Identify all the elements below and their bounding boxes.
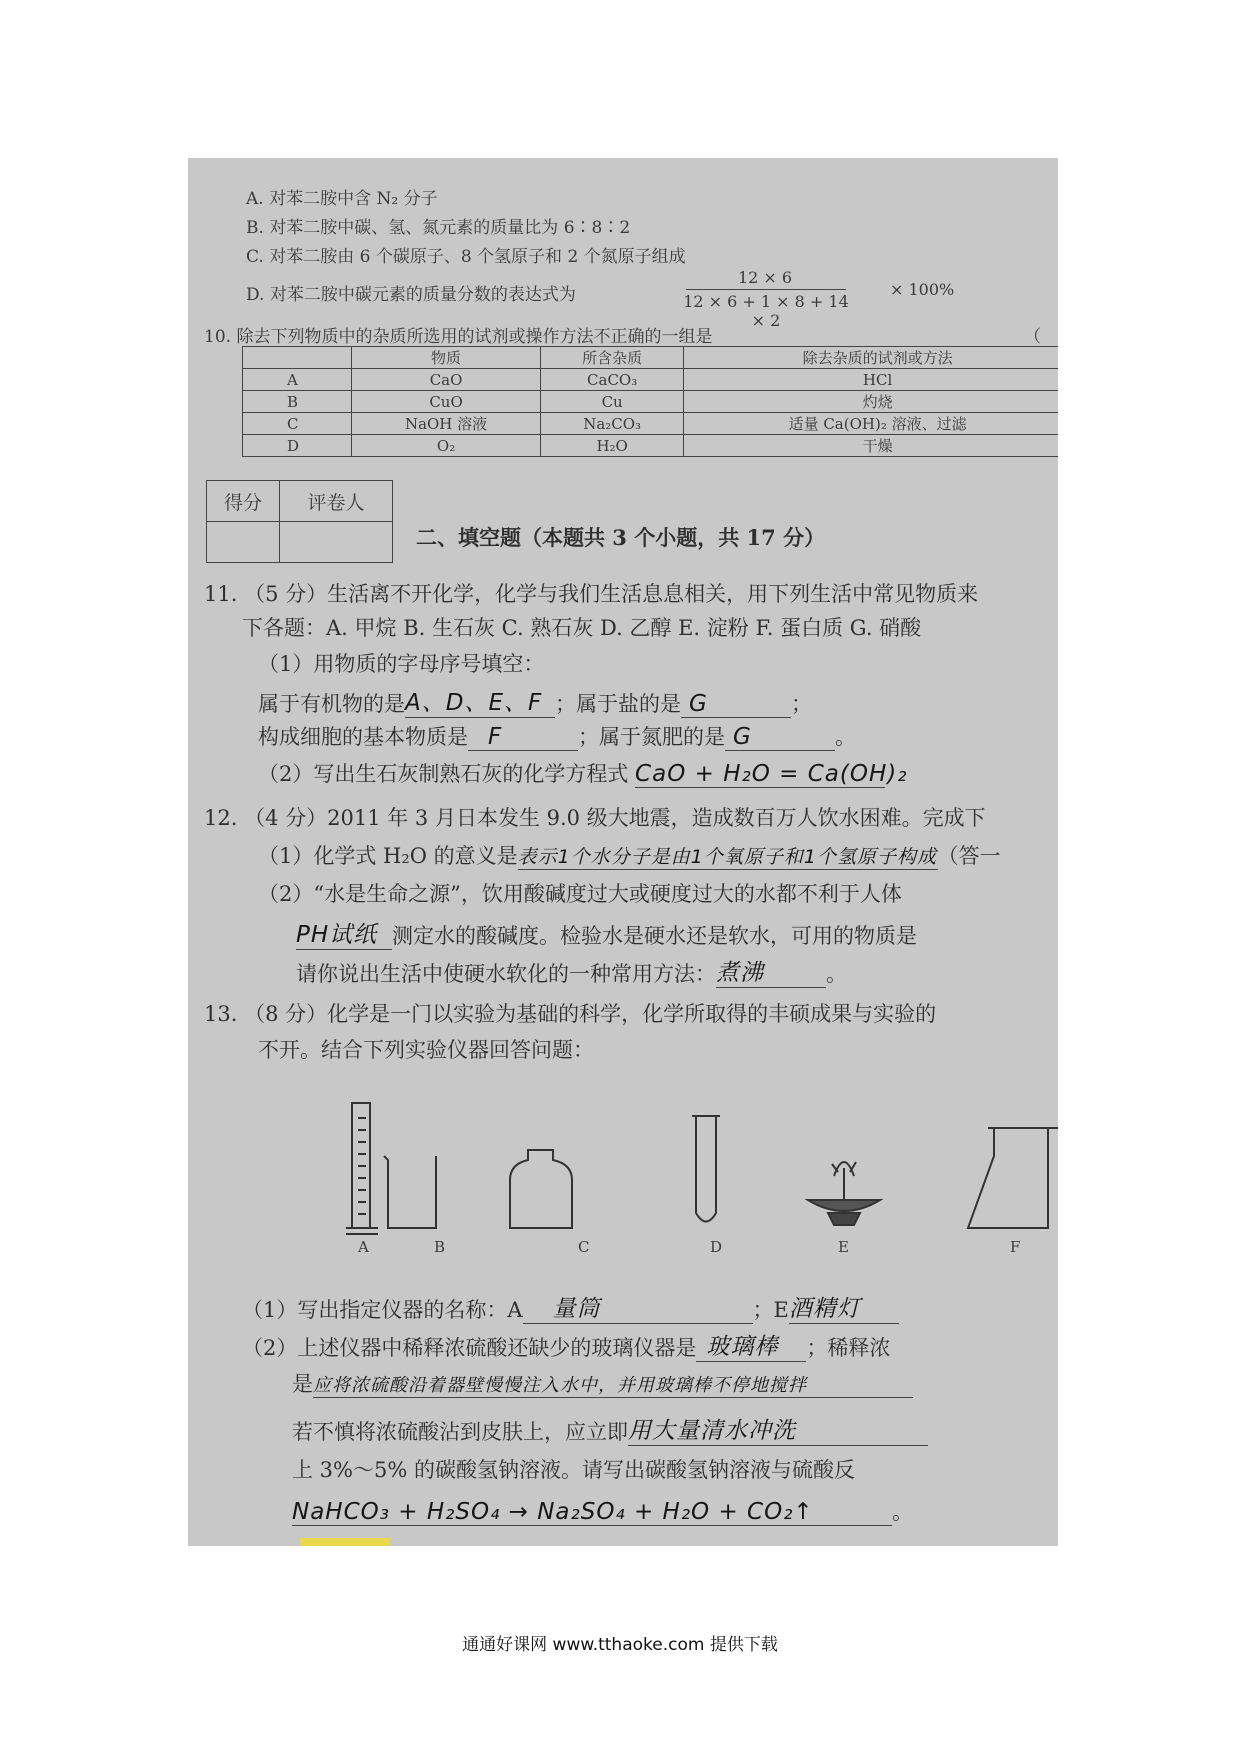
soften-label: 请你说出生活中使硬水软化的一种常用方法： (296, 962, 716, 986)
test-tube-icon (696, 1116, 716, 1222)
table-header: 物质 (352, 347, 541, 369)
h2o-meaning-answer: 表示1个水分子是由1个氧原子和1个氢原子构成 (518, 842, 938, 870)
q10-table (242, 346, 1058, 457)
table-cell: NaOH 溶液 (352, 413, 541, 435)
q9-option-a: A. 对苯二胺中含 N₂ 分子 (246, 189, 438, 209)
equation-label: （2）写出生石灰制熟石灰的化学方程式 (258, 762, 629, 786)
q11-row-cell (258, 721, 856, 751)
apparatus-label: A (358, 1238, 369, 1256)
q12-sub2: （2）“水是生命之源”，饮用酸碱度过大或硬度过大的水都不利于人体 (258, 882, 902, 906)
glass-answer: 玻璃棒 (696, 1328, 806, 1362)
table-cell: B (243, 391, 352, 413)
q12-ph-row (296, 916, 917, 950)
organic-answer: A、D、E、F (405, 684, 555, 718)
apparatus-name-label: （1）写出指定仪器的名称：A (242, 1298, 523, 1322)
cell-answer: F (468, 724, 578, 751)
method-prefix: 是 (292, 1372, 313, 1396)
nfert-answer: G (725, 724, 835, 751)
table-cell: CuO (352, 391, 541, 413)
cell-label: 构成细胞的基本物质是 (258, 725, 468, 749)
table-row (243, 391, 1059, 413)
table-cell: 适量 Ca(OH)₂ 溶液、过滤 (684, 413, 1058, 435)
q12-line1: 12. （4 分）2011 年 3 月日本发生 9.0 级大地震，造成数百万人饮水困难。完成下 (204, 806, 986, 830)
apparatus-label: E (838, 1238, 849, 1256)
nfert-end: 。 (835, 725, 856, 749)
table-header: 除去杂质的试剂或方法 (684, 347, 1058, 369)
q9-option-b: B. 对苯二胺中碳、氢、氮元素的质量比为 6∶8∶2 (246, 218, 631, 238)
salt-answer: G (681, 691, 791, 718)
footer-credit: 通通好课网 www.tthaoke.com 提供下载 (462, 1635, 778, 1655)
q13-method-row (292, 1368, 913, 1398)
table-cell: CaO (352, 369, 541, 391)
q12-soften-row (296, 954, 847, 988)
q13-equation-end: 。 (892, 1500, 913, 1524)
fraction-bar (686, 289, 846, 290)
q12-sub1 (258, 840, 1001, 870)
salt-label: ；属于盐的是 (555, 692, 681, 716)
apparatus-label: B (434, 1238, 446, 1256)
q13-sub2 (242, 1328, 890, 1362)
q11-line2: 下各题：A. 甲烷 B. 生石灰 C. 熟石灰 D. 乙醇 E. 淀粉 F. 蛋白质 G. 硝酸 (242, 616, 922, 640)
grader-cell (280, 522, 393, 563)
apparatus-figure (188, 1088, 1058, 1258)
apparatus-label: C (578, 1238, 590, 1256)
table-cell: Na₂CO₃ (541, 413, 684, 435)
q13-line1: 13. （8 分）化学是一门以实验为基础的科学，化学所取得的丰硕成果与实验的 (204, 1002, 937, 1026)
table-header-row (243, 347, 1059, 369)
table-row (243, 369, 1059, 391)
table-cell: A (243, 369, 352, 391)
q10-stem: 10. 除去下列物质中的杂质所选用的试剂或操作方法不正确的一组是 (204, 327, 713, 347)
q13-bicarb-line: 上 3%～5% 的碳酸氢钠溶液。请写出碳酸氢钠溶液与硫酸反 (292, 1458, 855, 1482)
h2o-meaning-tail: （答一 (937, 844, 1001, 868)
section-title: 二、填空题（本题共 3 个小题，共 17 分） (416, 525, 826, 550)
table-row (243, 435, 1059, 457)
score-label: 得分 (207, 481, 280, 522)
organic-label: 属于有机物的是 (258, 692, 405, 716)
soften-end: 。 (826, 962, 847, 986)
table-cell: C (243, 413, 352, 435)
apparatus-label: D (710, 1238, 723, 1256)
table-cell: O₂ (352, 435, 541, 457)
apparatus-label: F (1010, 1238, 1021, 1256)
skin-answer: 用大量清水冲洗 (628, 1412, 928, 1446)
bottle-icon (510, 1150, 572, 1228)
q9-option-d: D. 对苯二胺中碳元素的质量分数的表达式为 (246, 285, 576, 305)
q11-line1: 11. （5 分）生活离不开化学，化学与我们生活息息相关，用下列生活中常见物质来 (204, 582, 979, 606)
salt-end: ； (791, 692, 812, 716)
table-row (243, 413, 1059, 435)
nfert-label: ；属于氮肥的是 (578, 725, 725, 749)
table-cell: CaCO₃ (541, 369, 684, 391)
method-answer: 应将浓硫酸沿着器壁慢慢注入水中，并用玻璃棒不停地搅拌 (313, 1371, 913, 1398)
yellow-mark (300, 1538, 390, 1546)
sub2-tail: ；稀释浓 (806, 1336, 891, 1360)
skin-label: 若不慎将浓硫酸沾到皮肤上，应立即 (292, 1420, 628, 1444)
table-cell (243, 347, 352, 369)
ph-answer: PH试纸 (296, 916, 392, 950)
q13-sub1 (242, 1290, 899, 1324)
table-cell: Cu (541, 391, 684, 413)
ph-tail: 测定水的酸碱度。检验水是硬水还是软水，可用的物质是 (392, 924, 917, 948)
exam-photo (188, 158, 1058, 1546)
table-cell: H₂O (541, 435, 684, 457)
q13-equation-row (292, 1496, 913, 1526)
fraction-denominator: 12 × 6 + 1 × 8 + 14 × 2 (683, 292, 849, 330)
q11-row-organic (258, 684, 812, 718)
q13-equation-answer: NaHCO₃ + H₂SO₄ → Na₂SO₄ + H₂O + CO₂↑ (292, 1499, 892, 1526)
q13-line2: 不开。结合下列实验仪器回答问题： (258, 1038, 594, 1062)
equation-answer: CaO + H₂O = Ca(OH)₂ (635, 761, 908, 787)
table-cell: 干燥 (684, 435, 1058, 457)
score-box (206, 480, 393, 563)
alcohol-lamp-icon (808, 1162, 880, 1225)
q11-sub1: （1）用物质的字母序号填空： (258, 652, 545, 676)
table-cell: HCl (684, 369, 1058, 391)
table-header: 所含杂质 (541, 347, 684, 369)
table-cell: D (243, 435, 352, 457)
score-cell (207, 522, 280, 563)
graduated-cylinder-icon (346, 1103, 378, 1234)
q9-option-c: C. 对苯二胺由 6 个碳原子、8 个氢原子和 2 个氮原子组成 (246, 247, 686, 267)
e-answer: 酒精灯 (789, 1290, 899, 1324)
conical-flask-icon (968, 1128, 1048, 1228)
e-label: ；E (752, 1298, 789, 1322)
h2o-meaning-label: （1）化学式 H₂O 的意义是 (258, 844, 518, 868)
grader-label: 评卷人 (280, 481, 393, 522)
q10-paren: （ (1024, 327, 1041, 347)
glass-label: （2）上述仪器中稀释浓硫酸还缺少的玻璃仪器是 (242, 1336, 697, 1360)
q11-sub2 (258, 758, 908, 788)
q13-skin-row (292, 1412, 928, 1446)
soften-answer: 煮沸 (716, 954, 826, 988)
fraction-tail: × 100% (890, 280, 955, 299)
a-answer: 量筒 (523, 1290, 753, 1324)
beaker-icon (384, 1156, 436, 1228)
fraction-numerator: 12 × 6 (737, 268, 793, 287)
table-cell: 灼烧 (684, 391, 1058, 413)
